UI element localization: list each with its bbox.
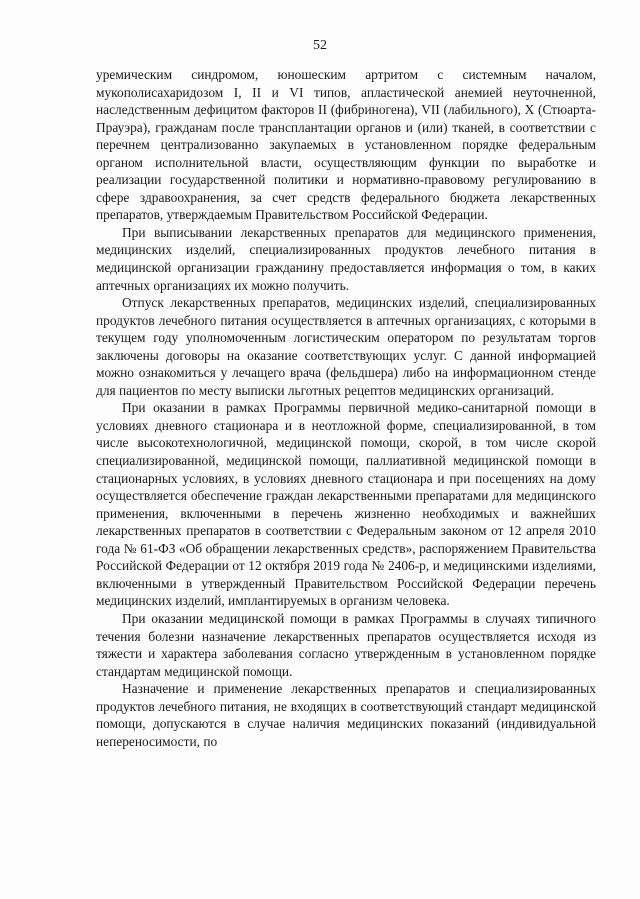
- paragraph-drug-provision: При оказании в рамках Программы первичной медико-санитарной помощи в условиях дневного стационара и в неотложной форме, специализированной, в том числе высокотехнологичной, медицинской помощи, скорой, в том числе скорой специализированной, медицинской помощи, паллиативной медицинской помощи в стационарных условиях, в условиях дневного стационара и при посещениях на дому осуществляется обеспечение граждан лекарственными препаратами для медицинского применения, включенными в перечень жизненно необходимых и важнейших лекарственных препаратов в соответствии с Федеральным законом от 12 апреля 2010 года № 61-ФЗ «Об обращении лекарственных средств», распоряжением Правительства Российской Федерации от 12 октября 2019 года № 2406-р, и медицинскими изделиями, включенными в утвержденный Правительством Российской Федерации перечень медицинских изделий, имплантируемых в организм человека.: [96, 400, 596, 609]
- body-text: [96, 66, 596, 750]
- paragraph-non-standard-drugs: Назначение и применение лекарственных препаратов и специализированных продуктов лечебного питания, не входящих в соответствующий стандарт медицинской помощи, допускаются в случае наличия медицинских показаний (индивидуальной непереносимости, по: [96, 681, 596, 749]
- paragraph-continuation: уремическим синдромом, юношеским артритом с системным началом, мукополисахаридозом I, II и VI типов, апластической анемией неуточненной, наследственным дефицитом факторов II (фибриногена), VII (лабильного), X (Стюарта-Прауэра), гражданам после трансплантации органов и (или) тканей, в соответствии с перечнем централизованно закупаемых в установленном порядке федеральным органом исполнительной власти, осуществляющим функции по выработке и реализации государственной политики и нормативно-правовому регулированию в сфере здравоохранения, за счет средств федерального бюджета лекарственных препаратов, утверждаемым Правительством Российской Федерации.: [96, 67, 596, 223]
- paragraph-standards: При оказании медицинской помощи в рамках Программы в случаях типичного течения болезни назначение лекарственных препаратов осуществляется исходя из тяжести и характера заболевания согласно утвержденным в установленном порядке стандартам медицинской помощи.: [96, 610, 596, 679]
- page-number: 52: [313, 38, 327, 53]
- paragraph-prescription-info: При выписывании лекарственных препаратов для медицинского применения, медицинских изделий, специализированных продуктов лечебного питания в медицинской организации гражданину предоставляется информация о том, в каких аптечных организациях их можно получить.: [96, 224, 596, 293]
- paragraph-dispensing: Отпуск лекарственных препаратов, медицинских изделий, специализированных продуктов лечебного питания осуществляется в аптечных организациях, с которыми в текущем году уполномоченным логистическим оператором по результатам торгов заключены договоры на оказание соответствующих услуг. С данной информацией можно ознакомиться у лечащего врача (фельдшера) либо на информационном стенде для пациентов по месту выписки льготных рецептов медицинских организаций.: [96, 295, 596, 398]
